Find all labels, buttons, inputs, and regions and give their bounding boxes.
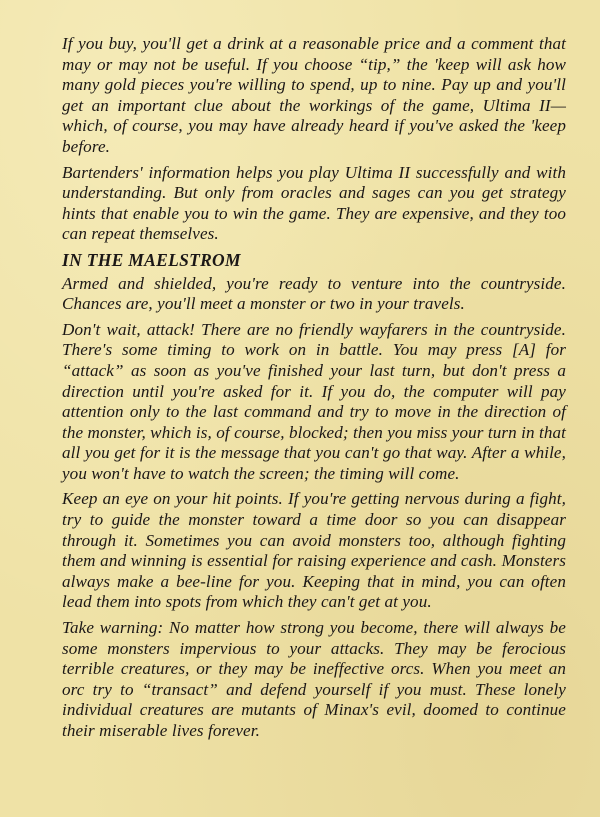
- paragraph-armed-and-shielded: Armed and shielded, you're ready to venture into the countryside. Chances are, you'll meet a monster or two in your travels.: [62, 273, 566, 314]
- paragraph-bartenders-information: Bartenders' information helps you play Ultima II successfully and with understanding. But only from oracles and sages can you get strategy hints that enable you to win the game. They are expensive, and they too can repeat themselves.: [62, 162, 566, 244]
- paragraph-hit-points: Keep an eye on your hit points. If you're getting nervous during a fight, try to guide the monster toward a time door so you can disappear through it. Sometimes you can avoid monsters too, although fighting them and winning is essential for raising experience and cash. Monsters always make a bee-line for you. Keeping that in mind, you can often lead them into spots from which they can't get at you.: [62, 489, 566, 612]
- paragraph-buy-drink: If you buy, you'll get a drink at a reasonable price and a comment that may or may not be useful. If you choose “tip,” the 'keep will ask how many gold pieces you're willing to spend, up to nine. Pay up and you'll get an important clue about the workings of the game, Ultima II—which, of course, you may have already heard if you've asked the 'keep before.: [62, 34, 566, 156]
- section-heading: IN THE MAELSTROM: [62, 249, 241, 270]
- paragraph-dont-wait-attack: Don't wait, attack! There are no friendly wayfarers in the countryside. There's some timing to work on in battle. You may press [A] for “attack” as soon as you've finished your last turn, but don't press a direction until you're asked for it. If you do, the computer will pay attention only to the last command and try to move in the direction of the monster, which is, of course, blocked; then you miss your turn in that all you get for it is the message that you can't go that way. After a while, you won't have to watch the screen; the timing will come.: [62, 319, 567, 483]
- paragraph-take-warning: Take warning: No matter how strong you become, there will always be some monsters impervious to your attacks. They may be ferocious terrible creatures, or they may be ineffective orcs. When you meet an orc try to “transact” and defend yourself if you must. These lonely individual creatures are mutants of Minax's evil, doomed to continue their miserable lives forever.: [62, 618, 566, 740]
